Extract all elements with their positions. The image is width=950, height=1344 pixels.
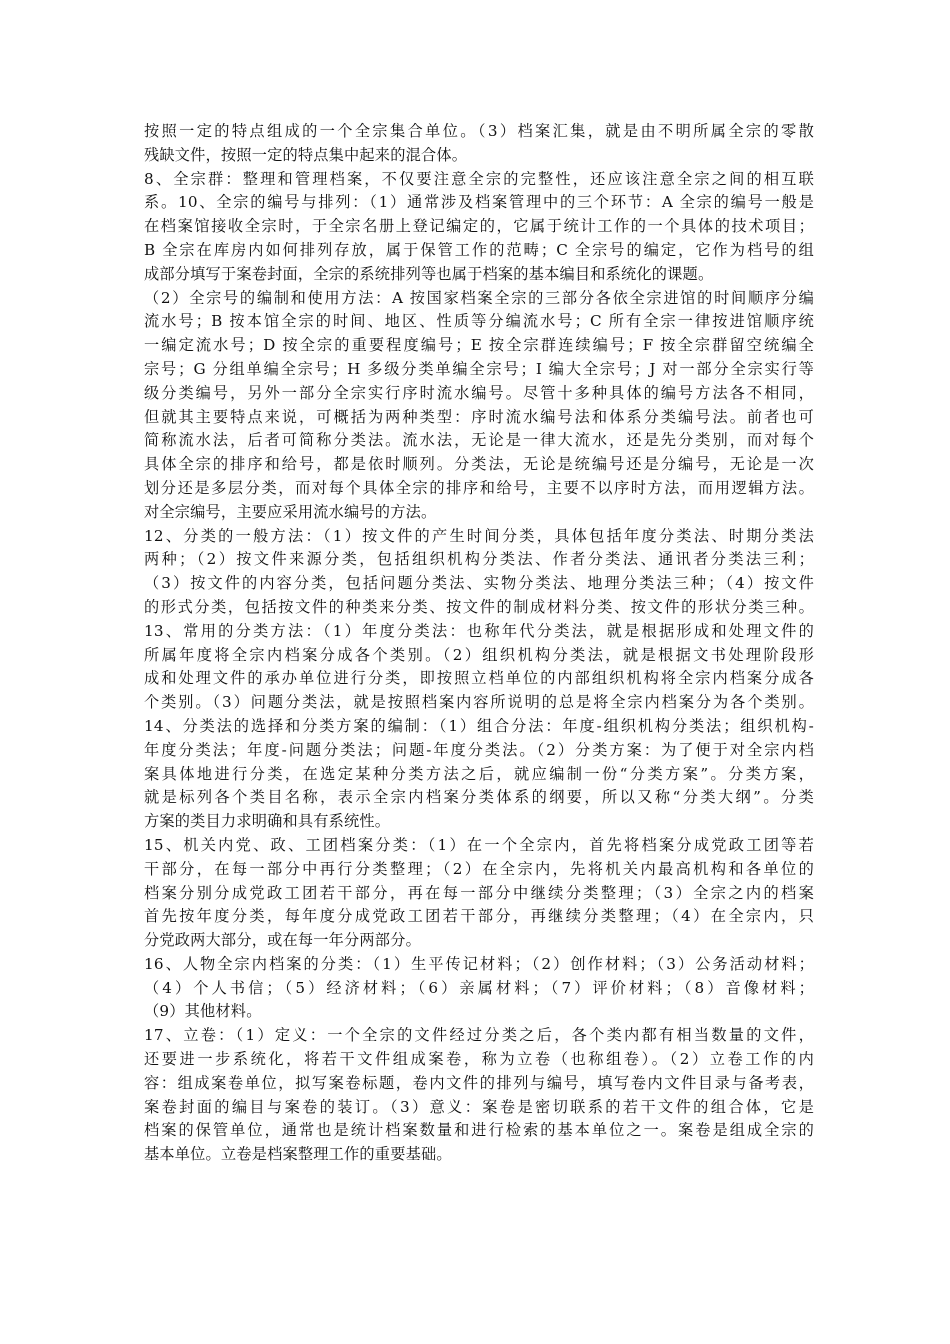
- text-line: 成和处理文件的承办单位进行分类，即按照立档单位的内部组织机构将全宗内档案分成各: [144, 669, 814, 688]
- text-line: （3）按文件的内容分类，包括问题分类法、实物分类法、地理分类法三种；（4）按文件: [144, 574, 814, 593]
- text-line: 16、人物全宗内档案的分类：（1）生平传记材料；（2）创作材料；（3）公务活动材料；: [144, 954, 814, 973]
- text-line: 年度分类法；年度-问题分类法；问题-年度分类法。（2）分类方案：为了便于对全宗内档: [144, 740, 814, 759]
- text-line: 个类别。（3）问题分类法，就是按照档案内容所说明的总是将全宗内档案分为各个类别。: [144, 693, 814, 712]
- text-line: 系。10、全宗的编号与排列：（1）通常涉及档案管理中的三个环节：A 全宗的编号一般是: [144, 193, 814, 212]
- text-line: 划分还是多层分类，而对每个具体全宗的排序和给号，主要不以序时方法，而用逻辑方法。: [144, 478, 814, 497]
- text-line: 宗号；G 分组单编全宗号；H 多级分类单编全宗号；I 编大全宗号；J 对一部分全宗实行等: [144, 359, 814, 378]
- text-line: 基本单位。立卷是档案整理工作的重要基础。: [144, 1145, 452, 1164]
- text-line: B 全宗在库房内如何排列存放，属于保管工作的范畴；C 全宗号的编定，它作为档号的组: [144, 240, 814, 259]
- text-line: 流水号；B 按本馆全宗的时间、地区、性质等分编流水号；C 所有全宗一律按进馆顺序统: [144, 312, 814, 331]
- text-line: 档案的保管单位，通常也是统计档案数量和进行检索的基本单位之一。案卷是组成全宗的: [144, 1121, 814, 1140]
- text-line: 14、分类法的选择和分类方案的编制：（1）组合分法：年度-组织机构分类法；组织机构-: [144, 716, 814, 735]
- text-line: 干部分，在每一部分中再行分类整理；（2）在全宗内，先将机关内最高机构和各单位的: [144, 859, 814, 878]
- text-line: 13、常用的分类方法：（1）年度分类法：也称年代分类法，就是根据形成和处理文件的: [144, 621, 814, 640]
- text-line: （2）全宗号的编制和使用方法：A 按国家档案全宗的三部分各依全宗进馆的时间顺序分编: [144, 288, 814, 307]
- text-line: 按照一定的特点组成的一个全宗集合单位。（3）档案汇集，就是由不明所属全宗的零散: [144, 122, 814, 140]
- text-line: 档案分别分成党政工团若干部分，再在每一部分中继续分类整理；（3）全宗之内的档案: [144, 883, 814, 902]
- text-line: （9）其他材料。: [144, 1002, 262, 1021]
- text-line: 首先按年度分类，每年度分成党政工团若干部分，再继续分类整理；（4）在全宗内，只: [144, 907, 814, 926]
- text-line: 对全宗编号，主要应采用流水编号的方法。: [144, 502, 437, 521]
- text-line: 案具体地进行分类，在选定某种分类方法之后，就应编制一份“分类方案”。分类方案，: [144, 764, 814, 783]
- text-line: 17、立卷：（1）定义：一个全宗的文件经过分类之后，各个类内都有相当数量的文件，: [144, 1026, 814, 1045]
- text-line: 具体全宗的排序和给号，都是依时顺列。分类法，无论是统编号还是分编号，无论是一次: [144, 455, 814, 474]
- text-line: 两种；（2）按文件来源分类，包括组织机构分类法、作者分类法、通讯者分类法三利；: [144, 550, 814, 569]
- text-line: （4）个人书信；（5）经济材料；（6）亲属材料；（7）评价材料；（8）音像材料；: [144, 978, 814, 997]
- text-line: 所属年度将全宗内档案分成各个类别。（2）组织机构分类法，就是根据文书处理阶段形: [144, 645, 814, 664]
- text-line: 容：组成案卷单位，拟写案卷标题，卷内文件的排列与编号，填写卷内文件目录与备考表，: [144, 1073, 814, 1092]
- text-line: 在档案馆接收全宗时，于全宗名册上登记编定的，它属于统计工作的一个具体的技术项目；: [144, 217, 814, 236]
- text-line: 但就其主要特点来说，可概括为两种类型：序时流水编号法和体系分类编号法。前者也可: [144, 407, 814, 426]
- text-line: 就是标列各个类目名称，表示全宗内档案分类体系的纲要，所以又称“分类大纲”。分类: [144, 788, 814, 807]
- text-line: 还要进一步系统化，将若干文件组成案卷，称为立卷（也称组卷）。（2）立卷工作的内: [144, 1050, 814, 1069]
- text-line: 案卷封面的编目与案卷的装订。（3）意义：案卷是密切联系的若干文件的组合体，它是: [144, 1097, 814, 1116]
- text-line: 方案的类目力求明确和具有系统性。: [144, 812, 391, 831]
- text-line: 简称流水法，后者可简称分类法。流水法，无论是一律大流水，还是先分类别，而对每个: [144, 431, 814, 450]
- text-line: 级分类编号，另外一部分全宗实行序时流水编号。尽管十多种具体的编号方法各不相同，: [144, 383, 814, 402]
- text-line: 分党政两大部分，或在每一年分两部分。: [144, 931, 421, 950]
- text-line: 8、全宗群：整理和管理档案，不仅要注意全宗的完整性，还应该注意全宗之间的相互联: [144, 169, 814, 188]
- text-line: 成部分填写于案卷封面，全宗的系统排列等也属于档案的基本编目和系统化的课题。: [144, 264, 714, 283]
- text-line: 12、分类的一般方法：（1）按文件的产生时间分类，具体包括年度分类法、时期分类法: [144, 526, 814, 545]
- document-body: [144, 120, 814, 1167]
- text-line: 的形式分类，包括按文件的种类来分类、按文件的制成材料分类、按文件的形状分类三种。: [144, 597, 814, 616]
- text-line: 残缺文件，按照一定的特点集中起来的混合体。: [144, 145, 468, 164]
- text-line: 15、机关内党、政、工团档案分类：（1）在一个全宗内，首先将档案分成党政工团等若: [144, 835, 814, 854]
- text-line: 一编定流水号；D 按全宗的重要程度编号；E 按全宗群连续编号；F 按全宗群留空统编全: [144, 336, 814, 355]
